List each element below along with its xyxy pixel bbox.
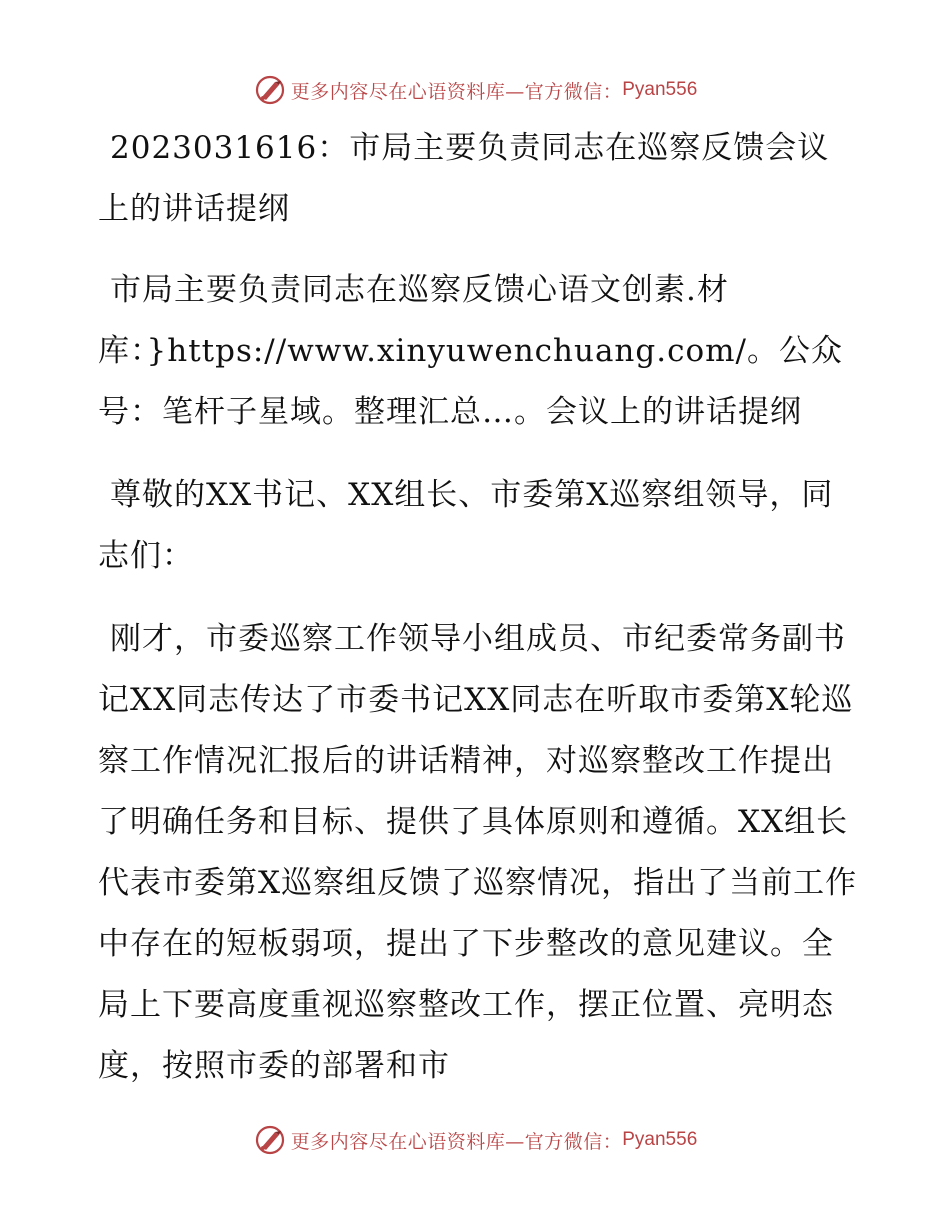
document-body — [98, 118, 858, 1119]
footer-watermark — [0, 1120, 950, 1160]
header-brand-text: 更多内容尽在心语资料库—官方微信： — [290, 80, 623, 103]
footer-brand-text: 更多内容尽在心语资料库—官方微信： — [290, 1130, 623, 1153]
header-watermark — [0, 70, 950, 110]
paragraph-2: 尊敬的XX书记、XX组长、市委第X巡察组领导，同志们： — [98, 477, 834, 574]
footer-wechat-id: Pyan556 — [622, 1129, 698, 1150]
paragraph-1: 市局主要负责同志在巡察反馈心语文创素.材库：}https://www.xinyuwenchuang.com/。公众号：笔杆子星域。整理汇总…。会议上的讲话提纲 — [98, 272, 843, 430]
document-title: 2023031616：市局主要负责同志在巡察反馈会议上的讲话提纲 — [98, 130, 830, 227]
header-brand — [253, 73, 698, 107]
pen-logo-icon — [253, 1123, 287, 1157]
paragraph-3: 刚才，市委巡察工作领导小组成员、市纪委常务副书记XX同志传达了市委书记XX同志在听取市委第X轮巡察工作情况汇报后的讲话精神，对巡察整改工作提出了明确任务和目标、提供了具体原则和遵循。XX组长代表市委第X巡察组反馈了巡察情况，指出了当前工作中存在的短板弱项，提出了下步整改的意见建议。全局上下要高度重视巡察整改工作，摆正位置、亮明态度，按照市委的部署和市 — [98, 621, 858, 1084]
footer-brand — [253, 1123, 698, 1157]
pen-logo-icon — [253, 73, 287, 107]
header-wechat-id: Pyan556 — [622, 79, 698, 100]
